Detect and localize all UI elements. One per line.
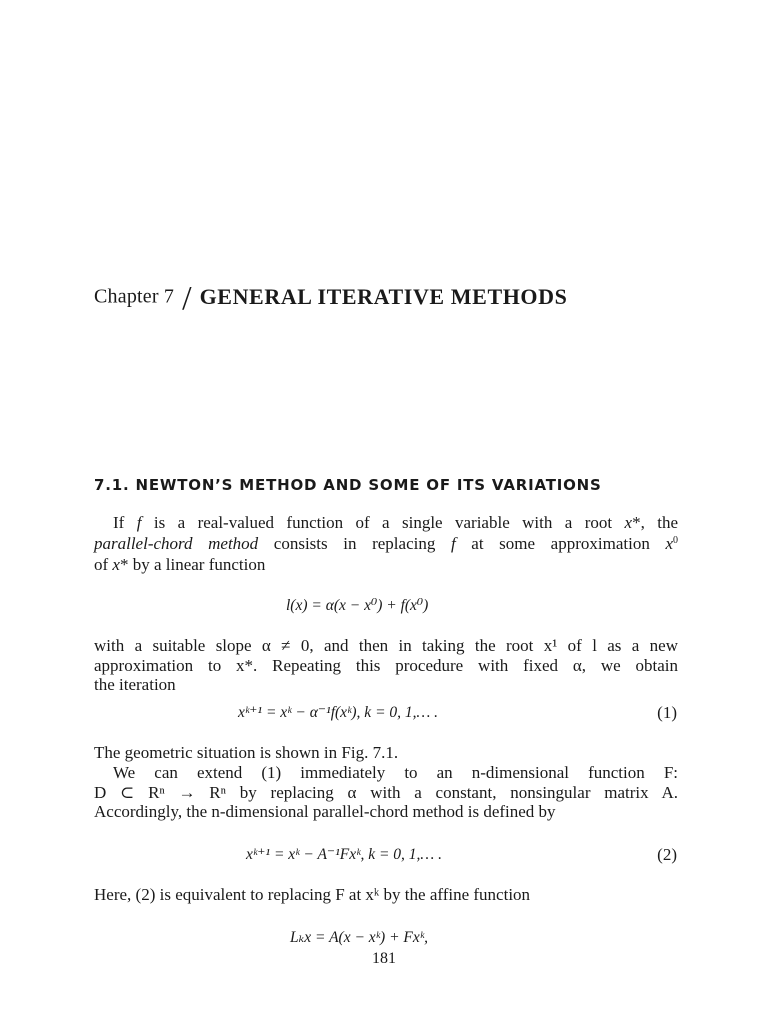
equation-linear-function: l(x) = α(x − x⁰) + f(x⁰): [286, 597, 429, 614]
chapter-title: GENERAL ITERATIVE METHODS: [199, 284, 568, 309]
equation-1: xᵏ⁺¹ = xᵏ − α⁻¹f(xᵏ), k = 0, 1,… .: [238, 704, 439, 721]
paragraph-3-line-1: The geometric situation is shown in Fig. 7.1.: [94, 743, 399, 762]
chapter-separator: /: [182, 280, 192, 317]
paragraph-2-line-3: the iteration: [94, 675, 176, 694]
equation-affine-function: Lₖx = A(x − xᵏ) + Fxᵏ,: [290, 929, 428, 946]
chapter-header: [94, 278, 694, 318]
equation-2: xᵏ⁺¹ = xᵏ − A⁻¹Fxᵏ, k = 0, 1,… .: [246, 846, 442, 863]
paragraph-1-line-2: parallel-chord method consists in replacing f at some approximation $x^0$: [94, 534, 678, 553]
paragraph-3-line-3: D ⊂ Rⁿ → Rⁿ by replacing α with a constant, nonsingular matrix A.: [94, 783, 678, 802]
chapter-label: Chapter 7: [94, 285, 175, 308]
equation-1-number: (1): [657, 703, 677, 722]
paragraph-2-line-1: with a suitable slope α ≠ 0, and then in taking the root x¹ of l as a new: [94, 636, 678, 655]
equation-2-number: (2): [657, 845, 677, 864]
paragraph-3-line-2: We can extend (1) immediately to an n-dimensional function F:: [113, 763, 678, 782]
paragraph-1-line-3: of x* by a linear function: [94, 555, 266, 574]
paragraph-4-line-1: Here, (2) is equivalent to replacing F at xᵏ by the affine function: [94, 885, 531, 904]
paragraph-1-line-1: If f is a real-valued function of a single variable with a root x*, the: [113, 513, 678, 532]
paragraph-3-line-4: Accordingly, the n-dimensional parallel-chord method is defined by: [94, 802, 556, 821]
page-number: 181: [372, 950, 396, 967]
paragraph-2-line-2: approximation to x*. Repeating this procedure with fixed α, we obtain: [94, 656, 678, 675]
section-heading: 7.1. NEWTON’S METHOD AND SOME OF ITS VARIATIONS: [94, 476, 602, 494]
